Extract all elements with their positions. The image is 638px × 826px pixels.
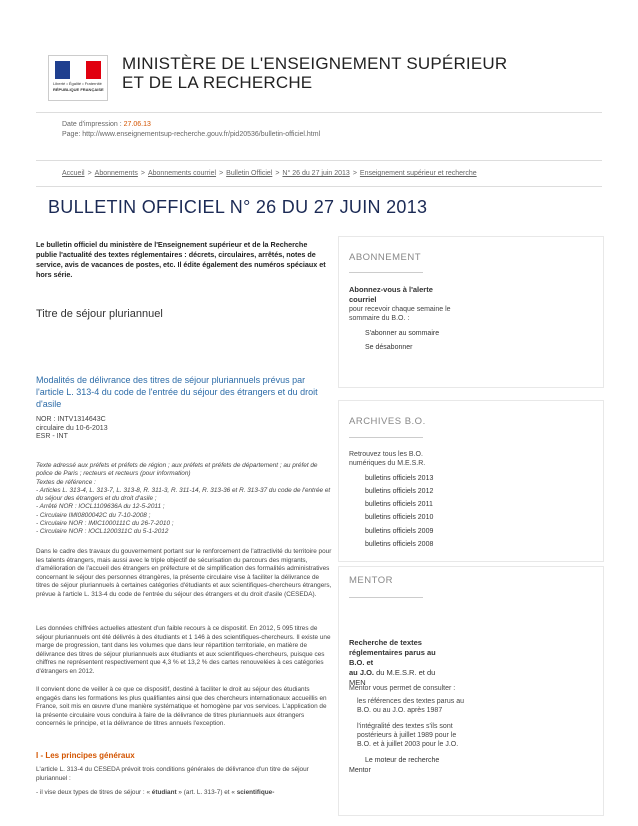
subscribe-link[interactable]: S'abonner au sommaire [365, 330, 440, 337]
bulletin-intro: Le bulletin officiel du ministère de l'Enseignement supérieur et de la Recherche publie l'actualité des textes réglementaires : décrets, circulaires, arrêtés, notes de service, avis de vacances de postes, etc. Il édite également des numéros spéciaux et hors série. [36, 240, 326, 279]
logo-republique: RÉPUBLIQUE FRANÇAISE [53, 87, 104, 92]
article-title: Titre de séjour pluriannuel [36, 308, 163, 320]
print-date: 27.06.13 [123, 121, 151, 128]
divider [36, 112, 602, 113]
republique-francaise-logo [48, 55, 108, 101]
mentor-intro: Mentor vous permet de consulter : [349, 685, 456, 692]
unsubscribe-link[interactable]: Se désabonner [365, 344, 413, 351]
mentor-search-link[interactable]: Le moteur de recherche [365, 757, 440, 764]
abonnement-text: pour recevoir chaque semaine le sommaire du B.O. : [349, 306, 451, 323]
breadcrumb-bulletin-officiel[interactable]: Bulletin Officiel [226, 170, 273, 177]
abonnement-title: ABONNEMENT [349, 252, 422, 263]
archive-link-2013[interactable]: bulletins officiels 2013 [365, 475, 434, 482]
divider [349, 272, 423, 273]
archive-link-2010[interactable]: bulletins officiels 2010 [365, 514, 434, 521]
ministry-title: MINISTÈRE DE L'ENSEIGNEMENT SUPÉRIEUR ET DE LA RECHERCHE [122, 54, 508, 92]
article-paragraph: Il convient donc de veiller à ce que ce dispositif, destiné à faciliter le droit au séjour des étudiants engagés dans les formations les plus qualifiantes ainsi que des chercheurs internationaux accueillis en France, soit mis en œuvre d'une manière systématique et homogène par vos services. L'application de la présente circulaire vous conduira à faire de la délivrance de titres pluriannuels aux étrangers concernés le principe, et la délivrance de titres annuels l'exception. [36, 686, 327, 727]
page-url: http://www.enseignementsup-recherche.gouv.fr/pid20536/bulletin-officiel.html [82, 131, 321, 138]
print-meta: Date d'impression : 27.06.13 Page: http://www.enseignementsup-recherche.gouv.fr/pid20536/bulletin-officiel.html [62, 121, 321, 138]
abonnement-heading: Abonnez-vous à l'alerte courriel [349, 285, 433, 304]
archive-link-2011[interactable]: bulletins officiels 2011 [365, 501, 433, 508]
mentor-link-suffix[interactable]: Mentor [349, 767, 371, 774]
divider [36, 186, 602, 187]
divider [349, 437, 423, 438]
archive-link-2008[interactable]: bulletins officiels 2008 [365, 541, 434, 548]
section-title: I - Les principes généraux [36, 751, 135, 760]
article-addressees: Texte adressé aux préfets et préfets de région ; aux préfets et préfets de département ; au préfet de police de Paris ; recteurs et recteurs (pour information) Textes de référence : - Articles L. 313-4, L. 313-7, L. 313-8, R. 311-3, R. 311-14, R. 313-36 et R. 313-37 du code de l'entrée et du séjour des étrangers et du droit d'asile ; - Arrêté NOR : IOCL1109636A du 12-5-2011 ; - Circulaire IMI0800042C du 7-10-2008 ; - Circulaire NOR : IMIC1000111C du 26-7-2010 ; - Circulaire NOR : IOCL1200311C du 5-1-2012 [36, 462, 331, 536]
breadcrumb-numero[interactable]: N° 26 du 27 juin 2013 [282, 170, 350, 177]
archive-link-2012[interactable]: bulletins officiels 2012 [365, 488, 434, 495]
breadcrumb-abonnements-courriel[interactable]: Abonnements courriel [147, 170, 217, 177]
divider [349, 597, 423, 598]
logo-motto: Liberté • Égalité • Fraternité [53, 81, 102, 86]
page-title: BULLETIN OFFICIEL N° 26 DU 27 JUIN 2013 [48, 197, 428, 217]
article-paragraph: Dans le cadre des travaux du gouvernement portant sur le renforcement de l'attractivité du territoire pour les talents étrangers, mais aussi avec le triple objectif de sécurisation du parcours des migrants, d'amélioration de l'accueil des étrangers en préfecture et de simplification des formalités administratives concernant le séjour des personnes étrangères, la présente circulaire vise à faciliter la délivrance de titres de séjour pluriannuels à certaines catégories d'étudiants et aux scientifiques-chercheurs étrangers, prévue à l'article L. 313-4 du code de l'entrée du séjour des étrangers et du droit d'asile (CESEDA). [36, 548, 332, 598]
archive-link-2009[interactable]: bulletins officiels 2009 [365, 528, 434, 535]
breadcrumb-abonnements[interactable]: Abonnements [94, 170, 138, 177]
article-paragraph: - il vise deux types de titres de séjour : « étudiant » (art. L. 313-7) et « scientifique- [36, 789, 275, 796]
article-paragraph: Les données chiffrées actuelles attestent d'un faible recours à ce dispositif. En 2012, 5 095 titres de séjour pluriannuels ont été délivrés à des étudiants et 1 146 à des scientifiques-chercheurs. Il existe une marge de progression, tant dans les volumes que dans leur répartition territoriale, en matière de délivrance des titres de séjour pluriannuels aux étudiants et aux scientifiques-chercheurs, puisque ces chiffres ne représentent respectivement que 4,3 % et 13,2 % des cartes renouvelées à ces catégories d'étrangers en 2012. [36, 625, 331, 675]
article-reference: NOR : INTV1314643C circulaire du 10-6-2013 ESR - INT [36, 416, 108, 441]
breadcrumb: Accueil > Abonnements > Abonnements courriel > Bulletin Officiel > N° 26 du 27 juin 2013 > Enseignement supérieur et recherche [62, 170, 477, 177]
article-subtitle: Modalités de délivrance des titres de séjour pluriannuels prévus par l'article L. 313-4 du code de l'entrée du séjour des étrangers et du droit d'asile [36, 375, 318, 409]
archives-text: Retrouvez tous les B.O. numériques du M.E.S.R. [349, 451, 426, 468]
breadcrumb-esr[interactable]: Enseignement supérieur et recherche [359, 170, 477, 177]
breadcrumb-accueil[interactable]: Accueil [62, 170, 85, 177]
mentor-item: les références des textes parus au B.O. ou au J.O. après 1987 [357, 698, 465, 715]
mentor-heading: Recherche de textes réglementaires parus au B.O. et au J.O. du M.E.S.R. et du MEN [349, 638, 436, 687]
archives-title: ARCHIVES B.O. [349, 416, 426, 427]
article-paragraph: L'article L. 313-4 du CESEDA prévoit trois conditions générales de délivrance d'un titre de séjour pluriannuel : [36, 766, 309, 782]
divider [36, 160, 602, 161]
french-flag-icon [55, 61, 101, 79]
mentor-item: l'intégralité des textes s'ils sont postérieurs à juillet 1989 pour le B.O. et à juillet 2003 pour le J.O. [357, 723, 459, 749]
mentor-title: MENTOR [349, 575, 393, 586]
